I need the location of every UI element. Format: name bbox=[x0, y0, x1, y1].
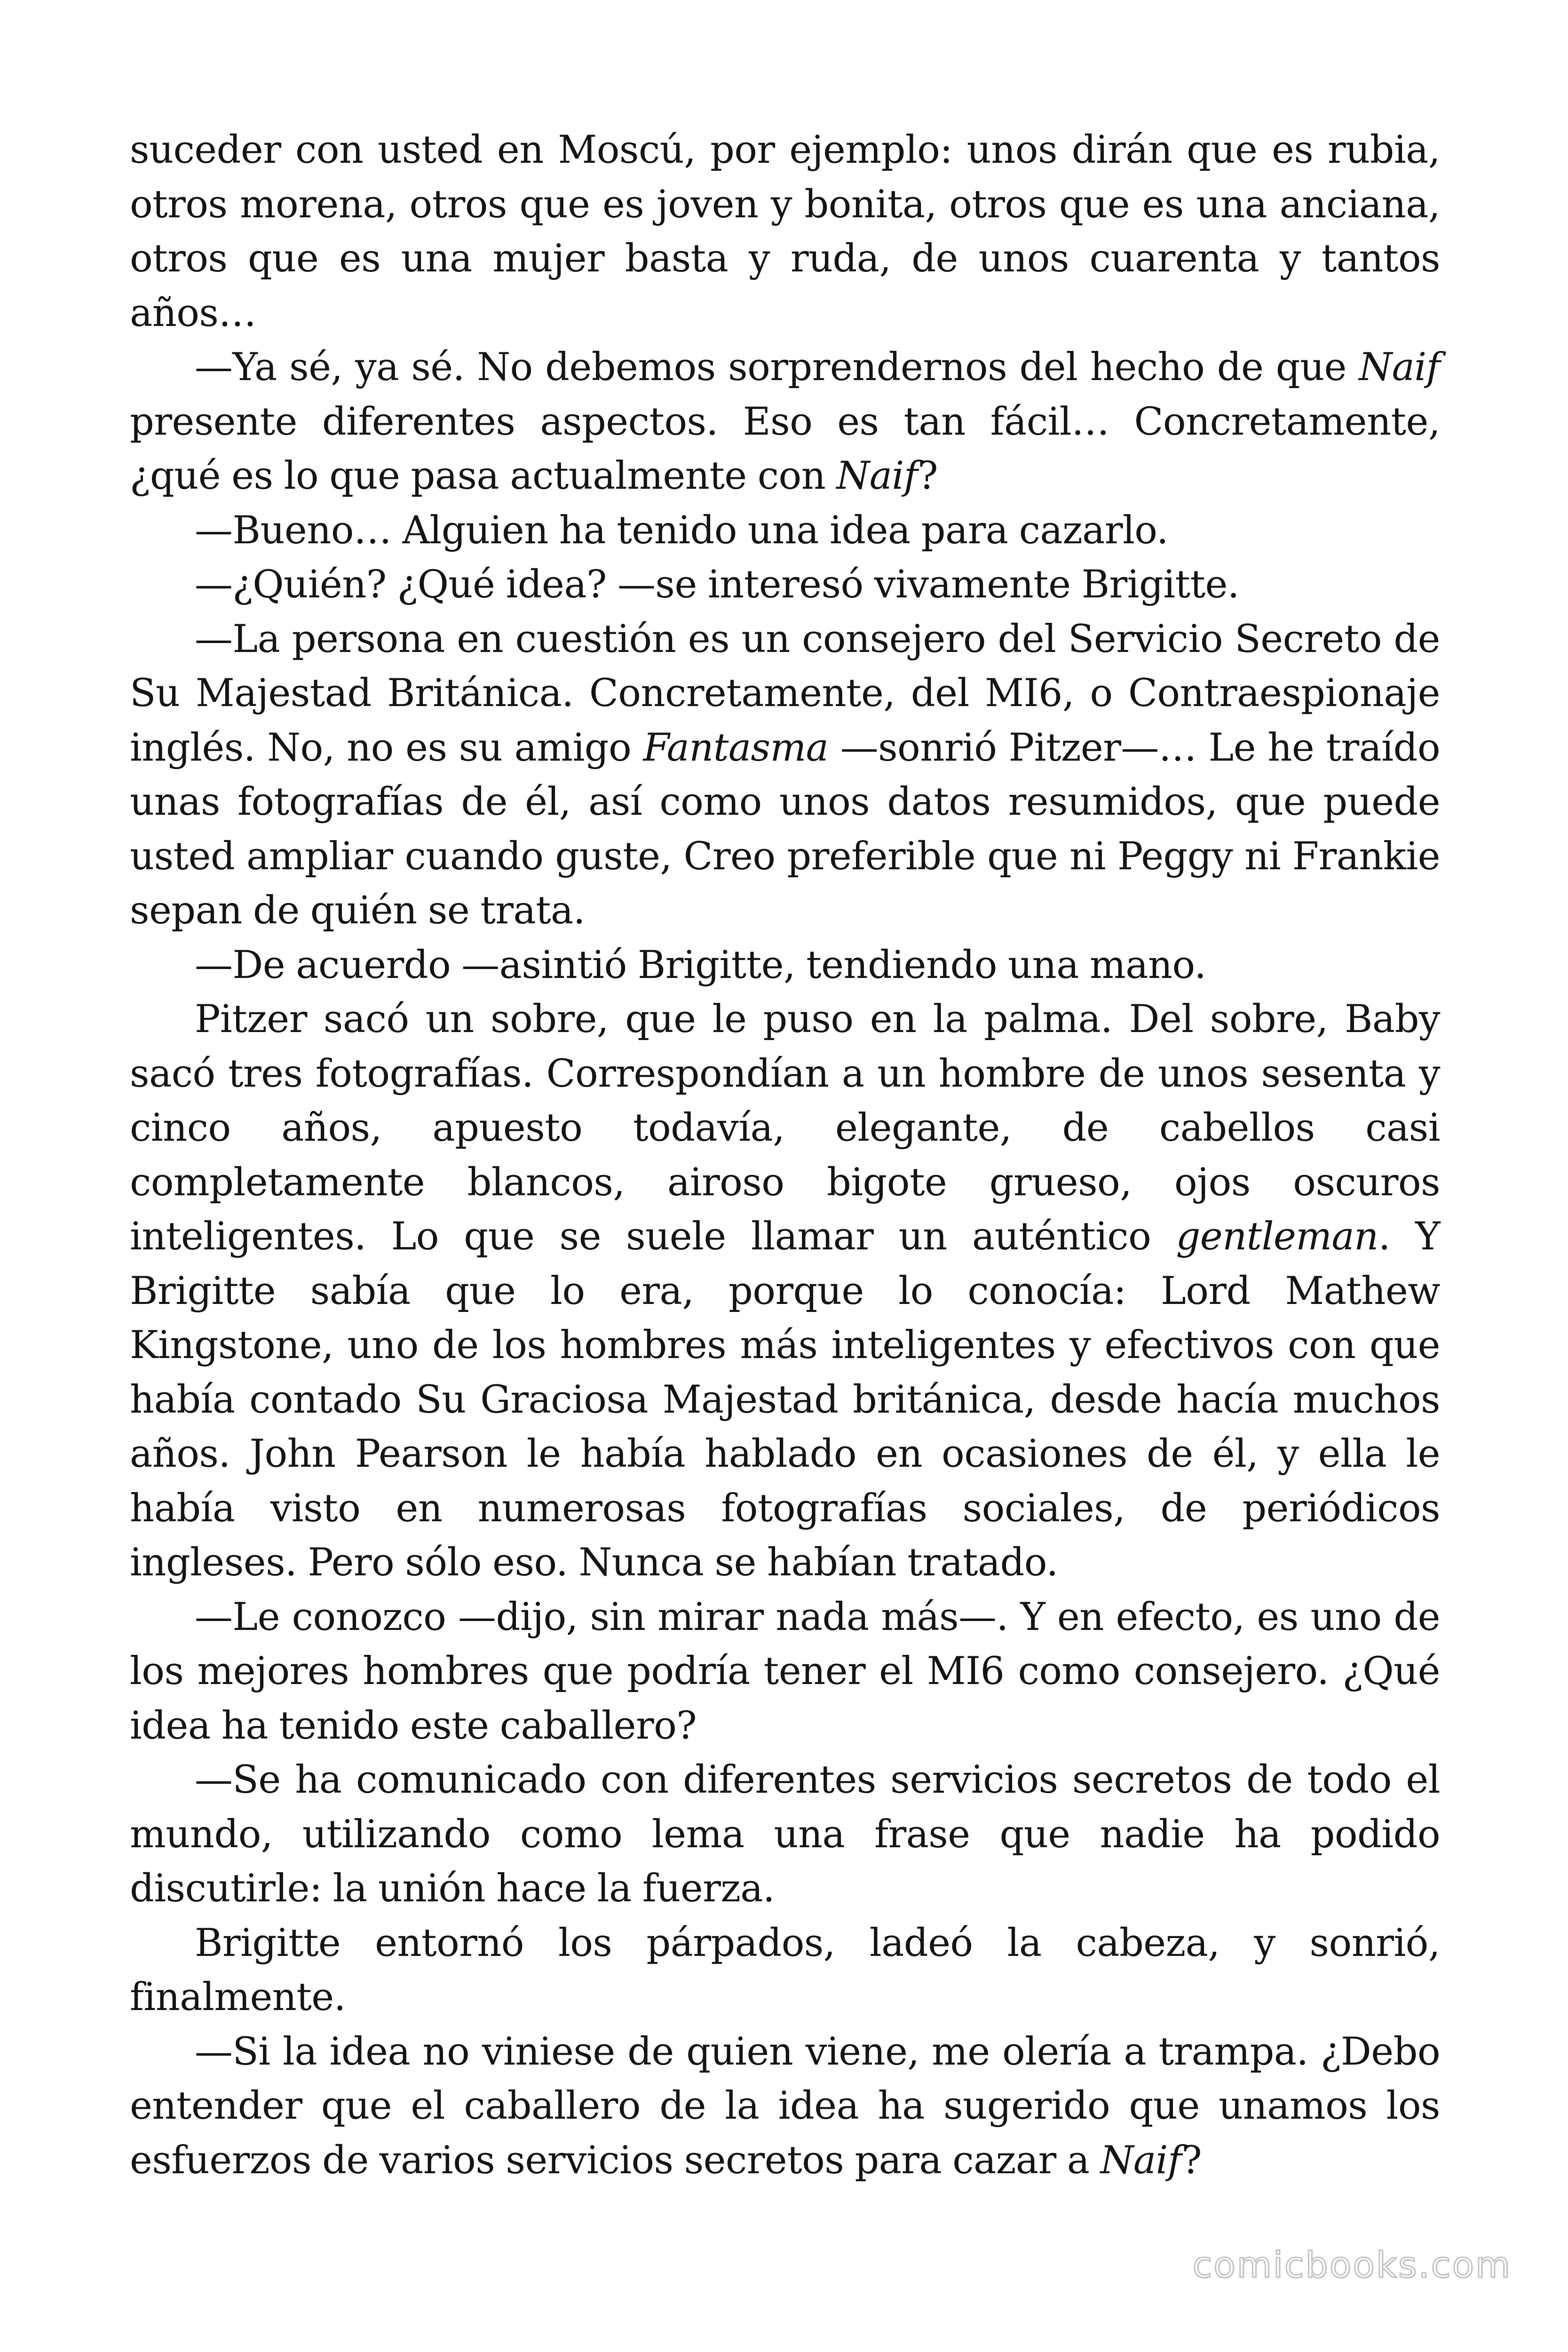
paragraph bbox=[130, 341, 1440, 504]
paragraph bbox=[130, 1753, 1440, 1916]
paragraph bbox=[130, 938, 1440, 993]
text-run: ? bbox=[918, 454, 938, 498]
italic-text: Naif bbox=[836, 454, 918, 498]
italic-text: Naif bbox=[1359, 345, 1440, 389]
text-run: —Ya sé, ya sé. No debemos sorprendernos del hecho de que bbox=[195, 345, 1359, 389]
text-run: Pitzer sacó un sobre, que le puso en la palma. Del sobre, Baby sacó tres fotografías. Correspondían a un hombre de unos sesenta y cinco años, apuesto todavía, elegante, de cabellos casi completamente blancos, airoso bigote grueso, ojos oscuros inteligentes. Lo que se suele llamar un auténtico bbox=[130, 997, 1440, 1259]
italic-text: gentleman bbox=[1176, 1215, 1378, 1259]
paragraph bbox=[130, 558, 1440, 612]
paragraph bbox=[130, 1916, 1440, 2025]
paragraph bbox=[130, 2025, 1440, 2188]
text-run: —Se ha comunicado con diferentes servicios secretos de todo el mundo, utilizando como lema una frase que nadie ha podido discutirle: la unión hace la fuerza. bbox=[130, 1758, 1440, 1911]
text-run: —De acuerdo —asintió Brigitte, tendiendo una mano. bbox=[195, 943, 1206, 987]
text-run: —¿Quién? ¿Qué idea? —se interesó vivamente Brigitte. bbox=[195, 563, 1239, 607]
text-run: —La persona en cuestión es un consejero del Servicio Secreto de Su Majestad Británica. Concretamente, del MI6, o Contraespionaje inglés. No, no es su amigo bbox=[130, 617, 1440, 770]
italic-text: Naif bbox=[1100, 2138, 1182, 2183]
text-run: ? bbox=[1181, 2138, 1202, 2183]
text-run: Brigitte entornó los párpados, ladeó la cabeza, y sonrió, finalmente. bbox=[130, 1921, 1440, 2019]
text-run: —Le conozco —dijo, sin mirar nada más—. Y en efecto, es uno de los mejores hombres que podría tener el MI6 como consejero. ¿Qué idea ha tenido este caballero? bbox=[130, 1595, 1440, 1748]
watermark: comicbooks.com bbox=[1192, 2244, 1512, 2286]
italic-text: Fantasma bbox=[643, 725, 829, 770]
text-run: —Si la idea no viniese de quien viene, me olería a trampa. ¿Debo entender que el caballero de la idea ha sugerido que unamos los esfuerzos de varios servicios secretos para cazar a bbox=[130, 2029, 1440, 2183]
text-run: suceder con usted en Moscú, por ejemplo: unos dirán que es rubia, otros morena, otros que es joven y bonita, otros que es una anciana, otros que es una mujer basta y ruda, de unos cuarenta y tantos años… bbox=[130, 128, 1440, 335]
text-run: presente diferentes aspectos. Eso es tan fácil… Concretamente, ¿qué es lo que pasa actualmente con bbox=[130, 399, 1440, 498]
paragraph bbox=[130, 1590, 1440, 1754]
text-run: —Bueno… Alguien ha tenido una idea para cazarlo. bbox=[195, 508, 1169, 553]
body-text bbox=[130, 123, 1440, 2188]
text-run: . Y Brigitte sabía que lo era, porque lo conocía: Lord Mathew Kingstone, uno de los hombres más inteligentes y efectivos con que había contado Su Graciosa Majestad británica, desde hacía muchos años. John Pearson le había hablado en ocasiones de él, y ella le había visto en numerosas fotografías sociales, de periódicos ingleses. Pero sólo eso. Nunca se habían tratado. bbox=[130, 1215, 1440, 1585]
text-run: —sonrió Pitzer—… Le he traído unas fotografías de él, así como unos datos resumidos, que puede usted ampliar cuando guste, Creo preferible que ni Peggy ni Frankie sepan de quién se trata. bbox=[130, 725, 1440, 933]
paragraph bbox=[130, 993, 1440, 1590]
paragraph bbox=[130, 123, 1440, 341]
paragraph bbox=[130, 612, 1440, 938]
paragraph bbox=[130, 504, 1440, 558]
